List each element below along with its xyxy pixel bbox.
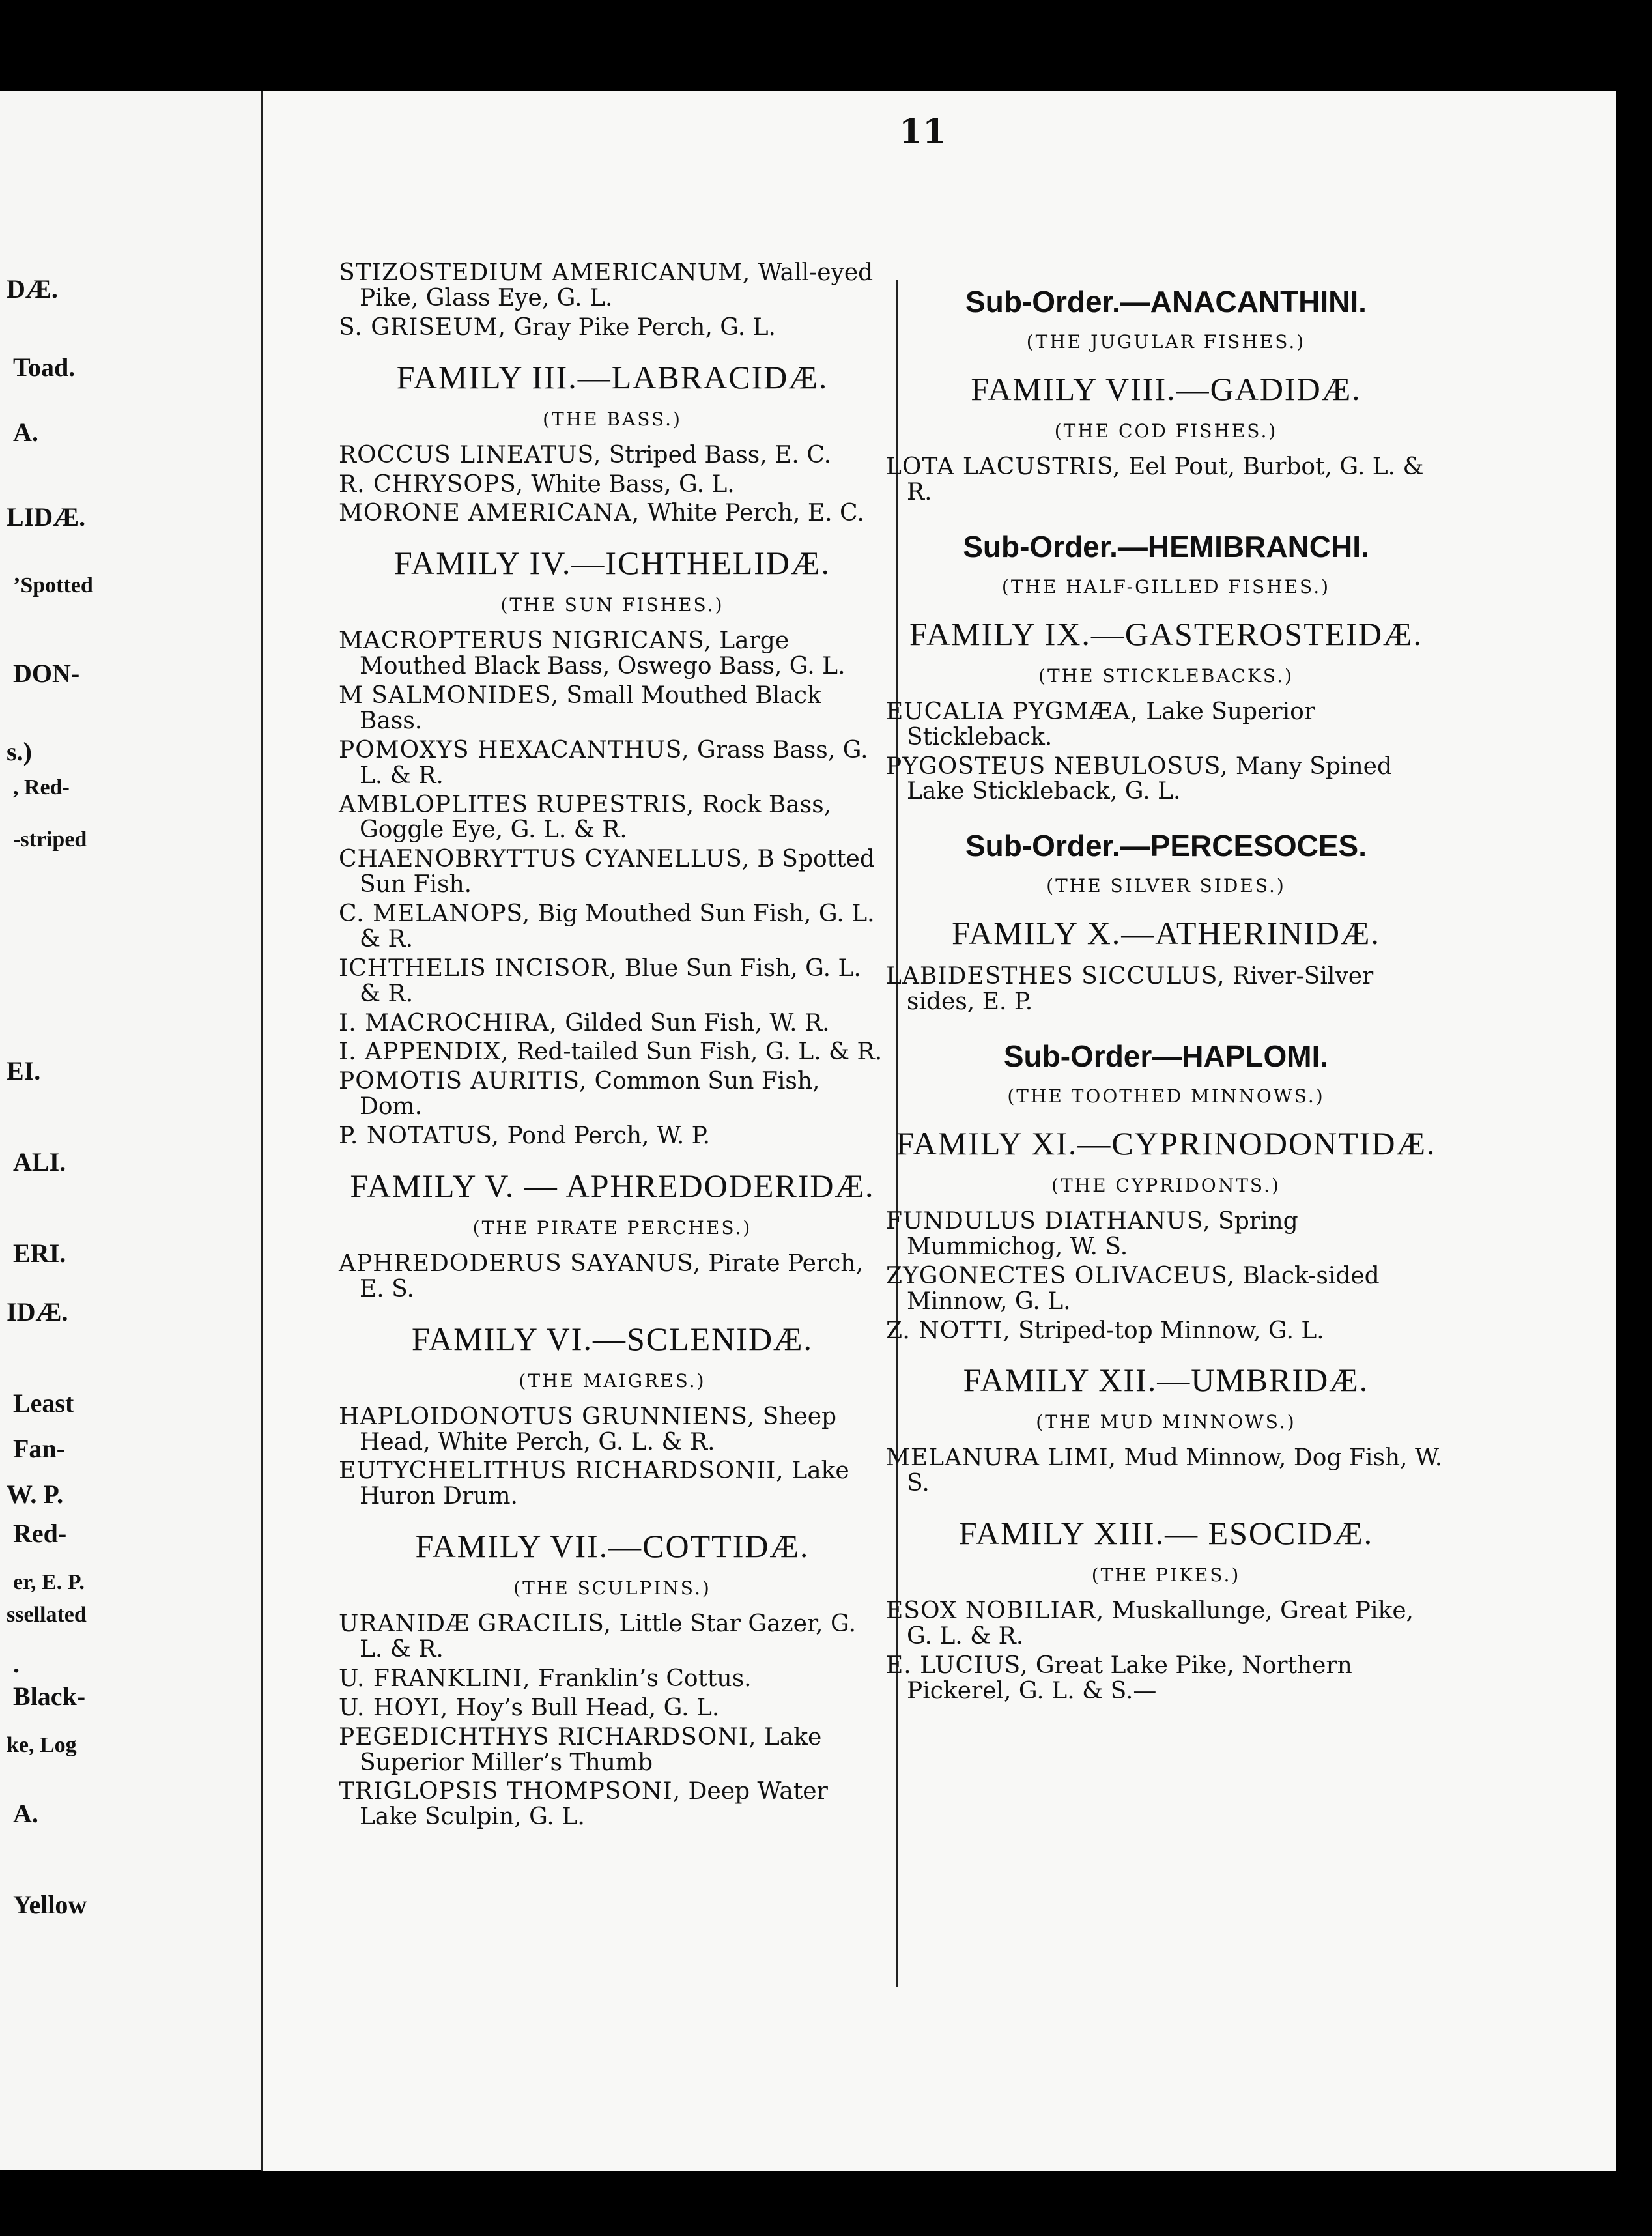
scientific-name: LOTA LACUSTRIS,: [886, 453, 1121, 480]
species-entry: [339, 956, 886, 1007]
scientific-name: P. NOTATUS,: [339, 1123, 500, 1149]
scientific-name: TRIGLOPSIS THOMPSONI,: [339, 1778, 681, 1805]
facing-page-text: EI.: [7, 1056, 41, 1085]
scientific-name: EUTYCHELITHUS RICHARDSONII,: [339, 1457, 784, 1485]
common-name: Lake Huron Drum.: [360, 1457, 849, 1510]
scientific-name: ESOX NOBILIAR,: [886, 1598, 1105, 1625]
common-name: Black-sided Minnow, G. L.: [907, 1262, 1380, 1315]
scientific-name: C. MELANOPS,: [339, 900, 531, 927]
common-name: Striped Bass, E. C.: [601, 441, 832, 468]
species-entry: [339, 1252, 886, 1302]
species-entry: [339, 1459, 886, 1510]
species-entry: [886, 1654, 1446, 1704]
scientific-name: ROCCUS LINEATUS,: [339, 441, 602, 468]
facing-page-text: IDÆ.: [7, 1297, 68, 1326]
scientific-name: PEGEDICHTHYS RICHARDSONI,: [339, 1723, 757, 1751]
species-entry: [886, 1599, 1446, 1650]
facing-page-text: A.: [13, 1799, 38, 1828]
species-entry: [339, 501, 886, 526]
species-entry: [339, 443, 886, 468]
family-heading: FAMILY XII.—UMBRIDÆ.: [963, 1362, 1369, 1399]
scientific-name: POMOTIS AURITIS,: [339, 1068, 588, 1095]
common-name: Mud Minnow, Dog Fish, W. S.: [907, 1444, 1443, 1497]
species-entry: [339, 1040, 886, 1065]
common-name: Spring Mummichog, W. S.: [907, 1208, 1298, 1260]
common-name: Lake Superior Stickleback.: [907, 698, 1316, 751]
scientific-name: CHAENOBRYTTUS CYANELLUS,: [339, 846, 750, 873]
family-heading: FAMILY III.—LABRACIDÆ.: [396, 358, 829, 395]
family-subtitle: (THE STICKLEBACKS.): [1038, 665, 1294, 687]
species-entry: [339, 683, 886, 734]
scientific-name: S. GRISEUM,: [339, 313, 506, 341]
scientific-name: AMBLOPLITES RUPESTRIS,: [339, 791, 695, 818]
family-heading: FAMILY IV.—ICHTHELIDÆ.: [394, 545, 831, 582]
family-subtitle: (THE MAIGRES.): [519, 1369, 706, 1392]
species-entry: [886, 1319, 1446, 1344]
species-entry: [886, 754, 1446, 805]
scientific-name: Z. NOTTI,: [886, 1317, 1011, 1344]
suborder-heading: Sub-Order—HAPLOMI.: [1003, 1039, 1329, 1073]
species-entry: [886, 1446, 1446, 1497]
scientific-name: I. APPENDIX,: [339, 1039, 509, 1066]
species-entry: [339, 1696, 886, 1721]
species-entry: [339, 1612, 886, 1663]
species-entry: [339, 1779, 886, 1830]
species-entry: [339, 1069, 886, 1120]
common-name: Blue Sun Fish, G. L. & R.: [360, 954, 861, 1007]
common-name: River-Silver sides, E. P.: [907, 963, 1374, 1016]
common-name: Many Spined Lake Stickleback, G. L.: [907, 752, 1392, 805]
species-entry: [886, 455, 1446, 506]
common-name: Rock Bass, Goggle Eye, G. L. & R.: [360, 791, 832, 844]
common-name: Muskallunge, Great Pike, G. L. & R.: [907, 1598, 1414, 1650]
scientific-name: MACROPTERUS NIGRICANS,: [339, 627, 712, 655]
family-subtitle: (THE SUN FISHES.): [500, 594, 724, 616]
family-heading: FAMILY XI.—CYPRINODONTIDÆ.: [896, 1125, 1436, 1162]
scan-margin: [1616, 0, 1652, 2236]
facing-page-text: A.: [13, 418, 38, 447]
family-subtitle: (THE SCULPINS.): [513, 1577, 711, 1599]
species-entry: [886, 1264, 1446, 1315]
common-name: Eel Pout, Burbot, G. L. & R.: [907, 453, 1424, 506]
common-name: Common Sun Fish, Dom.: [360, 1068, 820, 1121]
species-entry: [339, 847, 886, 898]
scientific-name: E. LUCIUS,: [886, 1652, 1029, 1679]
scientific-name: LABIDESTHES SICCULUS,: [886, 963, 1225, 990]
scientific-name: R. CHRYSOPS,: [339, 470, 524, 498]
family-heading: FAMILY XIII.— ESOCIDÆ.: [958, 1515, 1374, 1552]
common-name: Franklin’s Cottus.: [530, 1665, 752, 1692]
scientific-name: FUNDULUS DIATHANUS,: [886, 1208, 1211, 1235]
facing-page-text: Yellow: [13, 1890, 87, 1919]
common-name: Gilded Sun Fish, W. R.: [557, 1009, 830, 1037]
common-name: Pirate Perch, E. S.: [360, 1250, 863, 1302]
facing-page-text: s.): [7, 737, 32, 766]
common-name: Sheep Head, White Perch, G. L. & R.: [360, 1403, 837, 1455]
common-name: Lake Superior Miller’s Thumb: [360, 1723, 822, 1776]
scientific-name: POMOXYS HEXACANTHUS,: [339, 736, 690, 764]
common-name: Big Mouthed Sun Fish, G. L. & R.: [360, 900, 875, 953]
family-heading: FAMILY IX.—GASTEROSTEIDÆ.: [909, 615, 1423, 652]
common-name: B Spotted Sun Fish.: [360, 846, 875, 898]
facing-page-text: ALI.: [13, 1147, 66, 1177]
facing-page-text: Black-: [13, 1682, 86, 1711]
common-name: Deep Water Lake Sculpin, G. L.: [360, 1778, 828, 1831]
facing-page-text: , Red-: [13, 775, 70, 799]
species-entry: [339, 1725, 886, 1776]
scientific-name: APHREDODERUS SAYANUS,: [339, 1250, 701, 1277]
species-entry: [886, 700, 1446, 751]
family-subtitle: (THE JUGULAR FISHES.): [1026, 331, 1306, 352]
page-number: 11: [899, 112, 947, 152]
species-entry: [339, 472, 886, 498]
scientific-name: ZYGONECTES OLIVACEUS,: [886, 1262, 1235, 1289]
common-name: Grass Bass, G. L. & R.: [360, 736, 868, 789]
facing-page-text: Least: [13, 1388, 74, 1418]
family-heading: FAMILY V. — APHREDODERIDÆ.: [350, 1167, 875, 1204]
facing-page-text: ERI.: [13, 1239, 66, 1268]
species-entry: [339, 738, 886, 789]
family-subtitle: (THE BASS.): [543, 408, 682, 430]
suborder-heading: Sub-Order.—ANACANTHINI.: [965, 285, 1367, 319]
scientific-name: STIZOSTEDIUM AMERICANUM,: [339, 259, 751, 286]
scientific-name: HAPLOIDONOTUS GRUNNIENS,: [339, 1403, 756, 1430]
common-name: Little Star Gazer, G. L. & R.: [360, 1611, 856, 1663]
left-column: [339, 261, 886, 1834]
species-entry: [339, 261, 886, 311]
facing-page-text: DON-: [13, 659, 80, 688]
family-subtitle: (THE COD FISHES.): [1054, 420, 1278, 442]
common-name: White Bass, G. L.: [523, 470, 735, 498]
scientific-name: URANIDÆ GRACILIS,: [339, 1611, 612, 1638]
species-entry: [339, 315, 886, 341]
common-name: Red-tailed Sun Fish, G. L. & R.: [509, 1039, 883, 1066]
facing-page-text: W. P.: [7, 1480, 64, 1509]
species-entry: [339, 1667, 886, 1692]
family-subtitle: (THE TOOTHED MINNOWS.): [1007, 1085, 1325, 1107]
facing-page-text: LIDÆ.: [7, 502, 86, 532]
family-subtitle: (THE SILVER SIDES.): [1046, 875, 1286, 897]
family-subtitle: (THE PIRATE PERCHES.): [472, 1216, 752, 1239]
facing-page-text: er, E. P.: [13, 1570, 85, 1594]
scientific-name: U. FRANKLINI,: [339, 1665, 531, 1692]
facing-page-fragment: [0, 91, 261, 2170]
facing-page-text: ’Spotted: [13, 573, 93, 597]
common-name: Large Mouthed Black Bass, Oswego Bass, G. L.: [360, 627, 846, 680]
facing-page-text: DÆ.: [7, 274, 58, 304]
facing-page-text: Fan-: [13, 1434, 65, 1463]
species-entry: [339, 793, 886, 844]
scientific-name: I. MACROCHIRA,: [339, 1009, 558, 1037]
family-heading: FAMILY VI.—SCLENIDÆ.: [411, 1320, 814, 1357]
common-name: Great Lake Pike, Northern Pickerel, G. L. & S.—: [907, 1652, 1352, 1704]
common-name: White Perch, E. C.: [640, 500, 864, 527]
common-name: Wall-eyed Pike, Glass Eye, G. L.: [360, 259, 874, 311]
family-heading: FAMILY VII.—COTTIDÆ.: [415, 1528, 810, 1565]
species-entry: [886, 964, 1446, 1015]
scientific-name: MORONE AMERICANA,: [339, 500, 640, 527]
family-heading: FAMILY X.—ATHERINIDÆ.: [952, 915, 1380, 952]
facing-page-text: Red-: [13, 1519, 67, 1548]
species-entry: [339, 1405, 886, 1455]
species-entry: [339, 1011, 886, 1037]
species-entry: [886, 1209, 1446, 1260]
suborder-heading: Sub-Order.—PERCESOCES.: [965, 829, 1367, 863]
scientific-name: M SALMONIDES,: [339, 682, 559, 709]
facing-page-text: Toad.: [13, 352, 76, 382]
family-subtitle: (THE PIKES.): [1091, 1564, 1241, 1586]
family-subtitle: (THE MUD MINNOWS.): [1036, 1411, 1296, 1433]
scientific-name: U. HOYI,: [339, 1694, 449, 1721]
common-name: Small Mouthed Black Bass.: [360, 682, 821, 734]
common-name: Striped-top Minnow, G. L.: [1010, 1317, 1324, 1344]
common-name: Gray Pike Perch, G. L.: [506, 313, 776, 341]
scientific-name: EUCALIA PYGMÆA,: [886, 698, 1139, 725]
family-heading: FAMILY VIII.—GADIDÆ.: [971, 371, 1361, 407]
facing-page-text: ke, Log: [7, 1733, 77, 1757]
facing-page-text: -striped: [13, 827, 87, 852]
facing-page-text: ssellated: [7, 1603, 87, 1627]
right-column: [886, 261, 1446, 1708]
facing-page-text: .: [13, 1649, 20, 1678]
scientific-name: MELANURA LIMI,: [886, 1444, 1117, 1472]
common-name: Hoy’s Bull Head, G. L.: [448, 1694, 720, 1721]
scientific-name: ICHTHELIS INCISOR,: [339, 954, 618, 982]
species-entry: [339, 902, 886, 953]
common-name: Pond Perch, W. P.: [500, 1123, 710, 1149]
suborder-heading: Sub-Order.—HEMIBRANCHI.: [963, 529, 1369, 564]
scientific-name: PYGOSTEUS NEBULOSUS,: [886, 752, 1229, 780]
species-entry: [339, 629, 886, 680]
species-entry: [339, 1124, 886, 1149]
family-subtitle: (THE CYPRIDONTS.): [1051, 1175, 1281, 1196]
family-subtitle: (THE HALF-GILLED FISHES.): [1001, 575, 1331, 597]
